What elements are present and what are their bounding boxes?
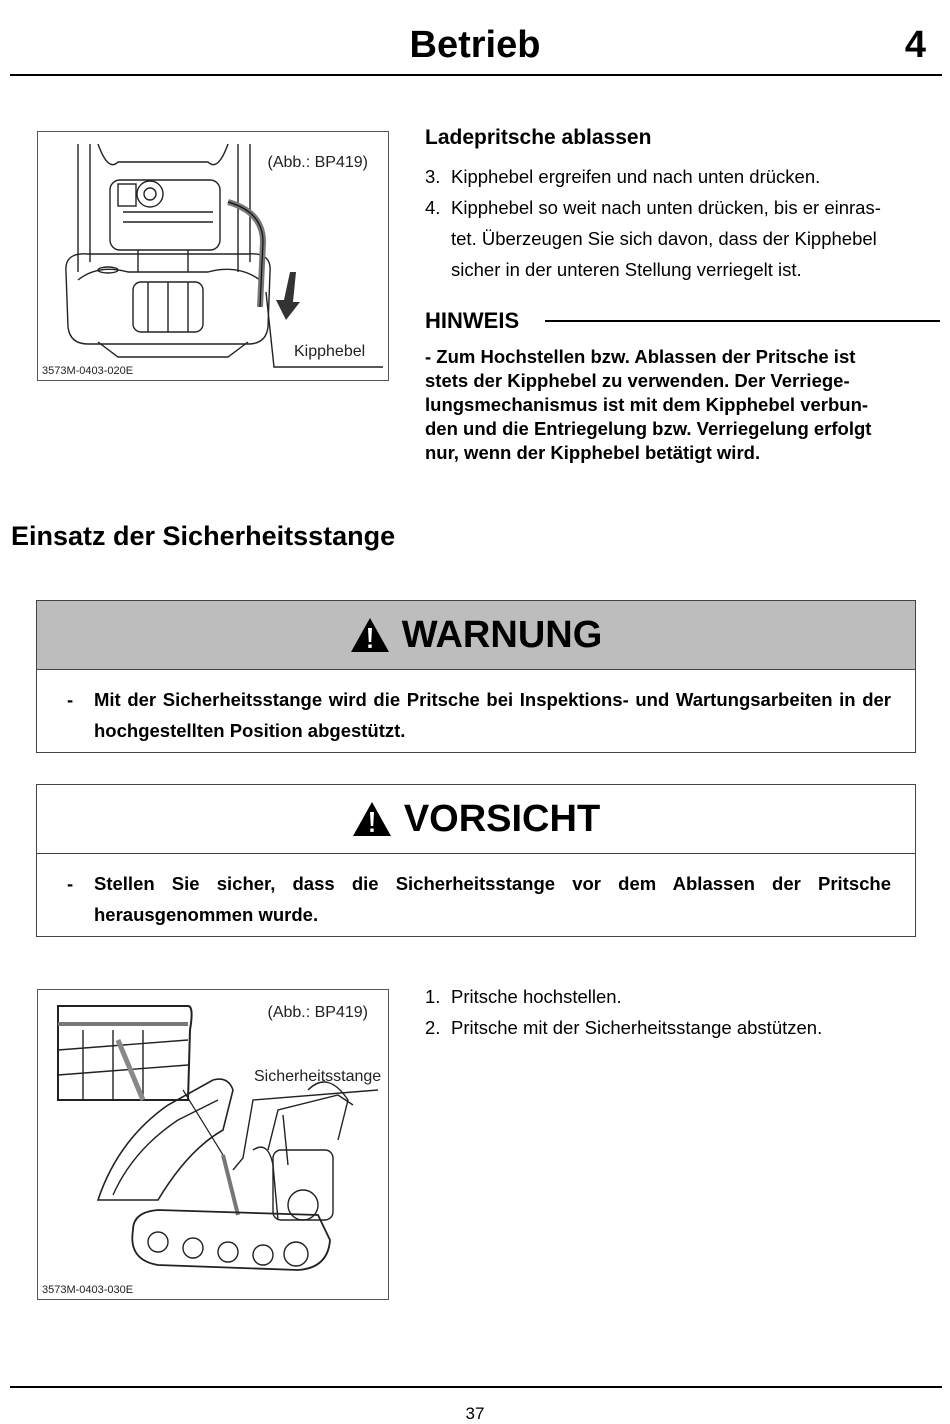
figure-reference: (Abb.: BP419) [267,154,368,171]
bullet-dash: - [67,689,74,710]
steps-list-1 [425,161,925,285]
caution-text: Stellen Sie sicher, dass die Sicherheitsstange vor dem Ablassen der Pritsche herausgenommen wurde. [94,873,891,925]
hinweis-line: - Zum Hochstellen bzw. Ablassen der Pritsche ist [425,346,856,367]
hinweis-line: den und die Entriegelung bzw. Verriegelung erfolgt [425,418,872,439]
step-text: tet. Überzeugen Sie sich davon, dass der Kipphebel [451,228,877,249]
label-sicherheitsstange: Sicherheitsstange [254,1068,382,1085]
caution-box [36,784,916,937]
subheading-ladepritsche: Ladepritsche ablassen [425,126,652,149]
hinweis-line: nur, wenn der Kipphebel betätigt wird. [425,442,761,463]
bullet-dash: - [67,873,74,894]
hinweis-title: HINWEIS [425,308,520,333]
warning-body [37,670,915,754]
figure-safety-bar [37,989,389,1300]
warning-triangle-icon [352,801,392,837]
caution-header [37,785,915,854]
step-item [425,981,925,1012]
step-number: 3. [425,166,441,187]
warning-title: WARNUNG [401,613,603,656]
step-text: sicher in der unteren Stellung verriegelt ist. [451,259,802,280]
step-number: 1. [425,986,441,1007]
warning-header [37,601,915,670]
warning-text: Mit der Sicherheitsstange wird die Pritsche bei Inspektions- und Wartungsarbeiten in der hochgestellten Position abgestützt. [94,689,891,741]
figure-reference: (Abb.: BP419) [267,1004,368,1021]
step-text: Kipphebel so weit nach unten drücken, bis er einras- [451,197,881,218]
step-number: 2. [425,1017,441,1038]
machine-side-illustration [38,990,390,1301]
label-kipphebel: Kipphebel [294,343,366,360]
warning-triangle-icon [350,617,390,653]
step-item [425,1012,925,1043]
hinweis-line: lungsmechanismus ist mit dem Kipphebel verbun- [425,394,869,415]
chapter-number: 4 [904,24,926,66]
caution-body [37,854,915,938]
hinweis-line: stets der Kipphebel zu verwenden. Der Verriege- [425,370,850,391]
step-item [425,192,925,285]
warning-box [36,600,916,753]
figure-code: 3573M-0403-030E [42,1284,134,1296]
footer-divider [10,1386,942,1388]
header-divider [10,74,942,76]
hinweis-rule [545,320,940,322]
step-text: Kipphebel ergreifen und nach unten drücken. [451,166,821,187]
section-heading: Einsatz der Sicherheitsstange [11,521,396,551]
step-item [425,161,925,192]
step-text: Pritsche hochstellen. [451,986,622,1007]
page-title: Betrieb [409,24,541,66]
page-number: 37 [465,1404,485,1423]
step-text: Pritsche mit der Sicherheitsstange abstützen. [451,1017,823,1038]
hinweis-text [425,345,930,465]
figure-code: 3573M-0403-020E [42,365,134,377]
caution-title: VORSICHT [403,797,601,840]
steps-list-2 [425,981,925,1043]
step-number: 4. [425,197,441,218]
figure-tipping-lever [37,131,389,381]
